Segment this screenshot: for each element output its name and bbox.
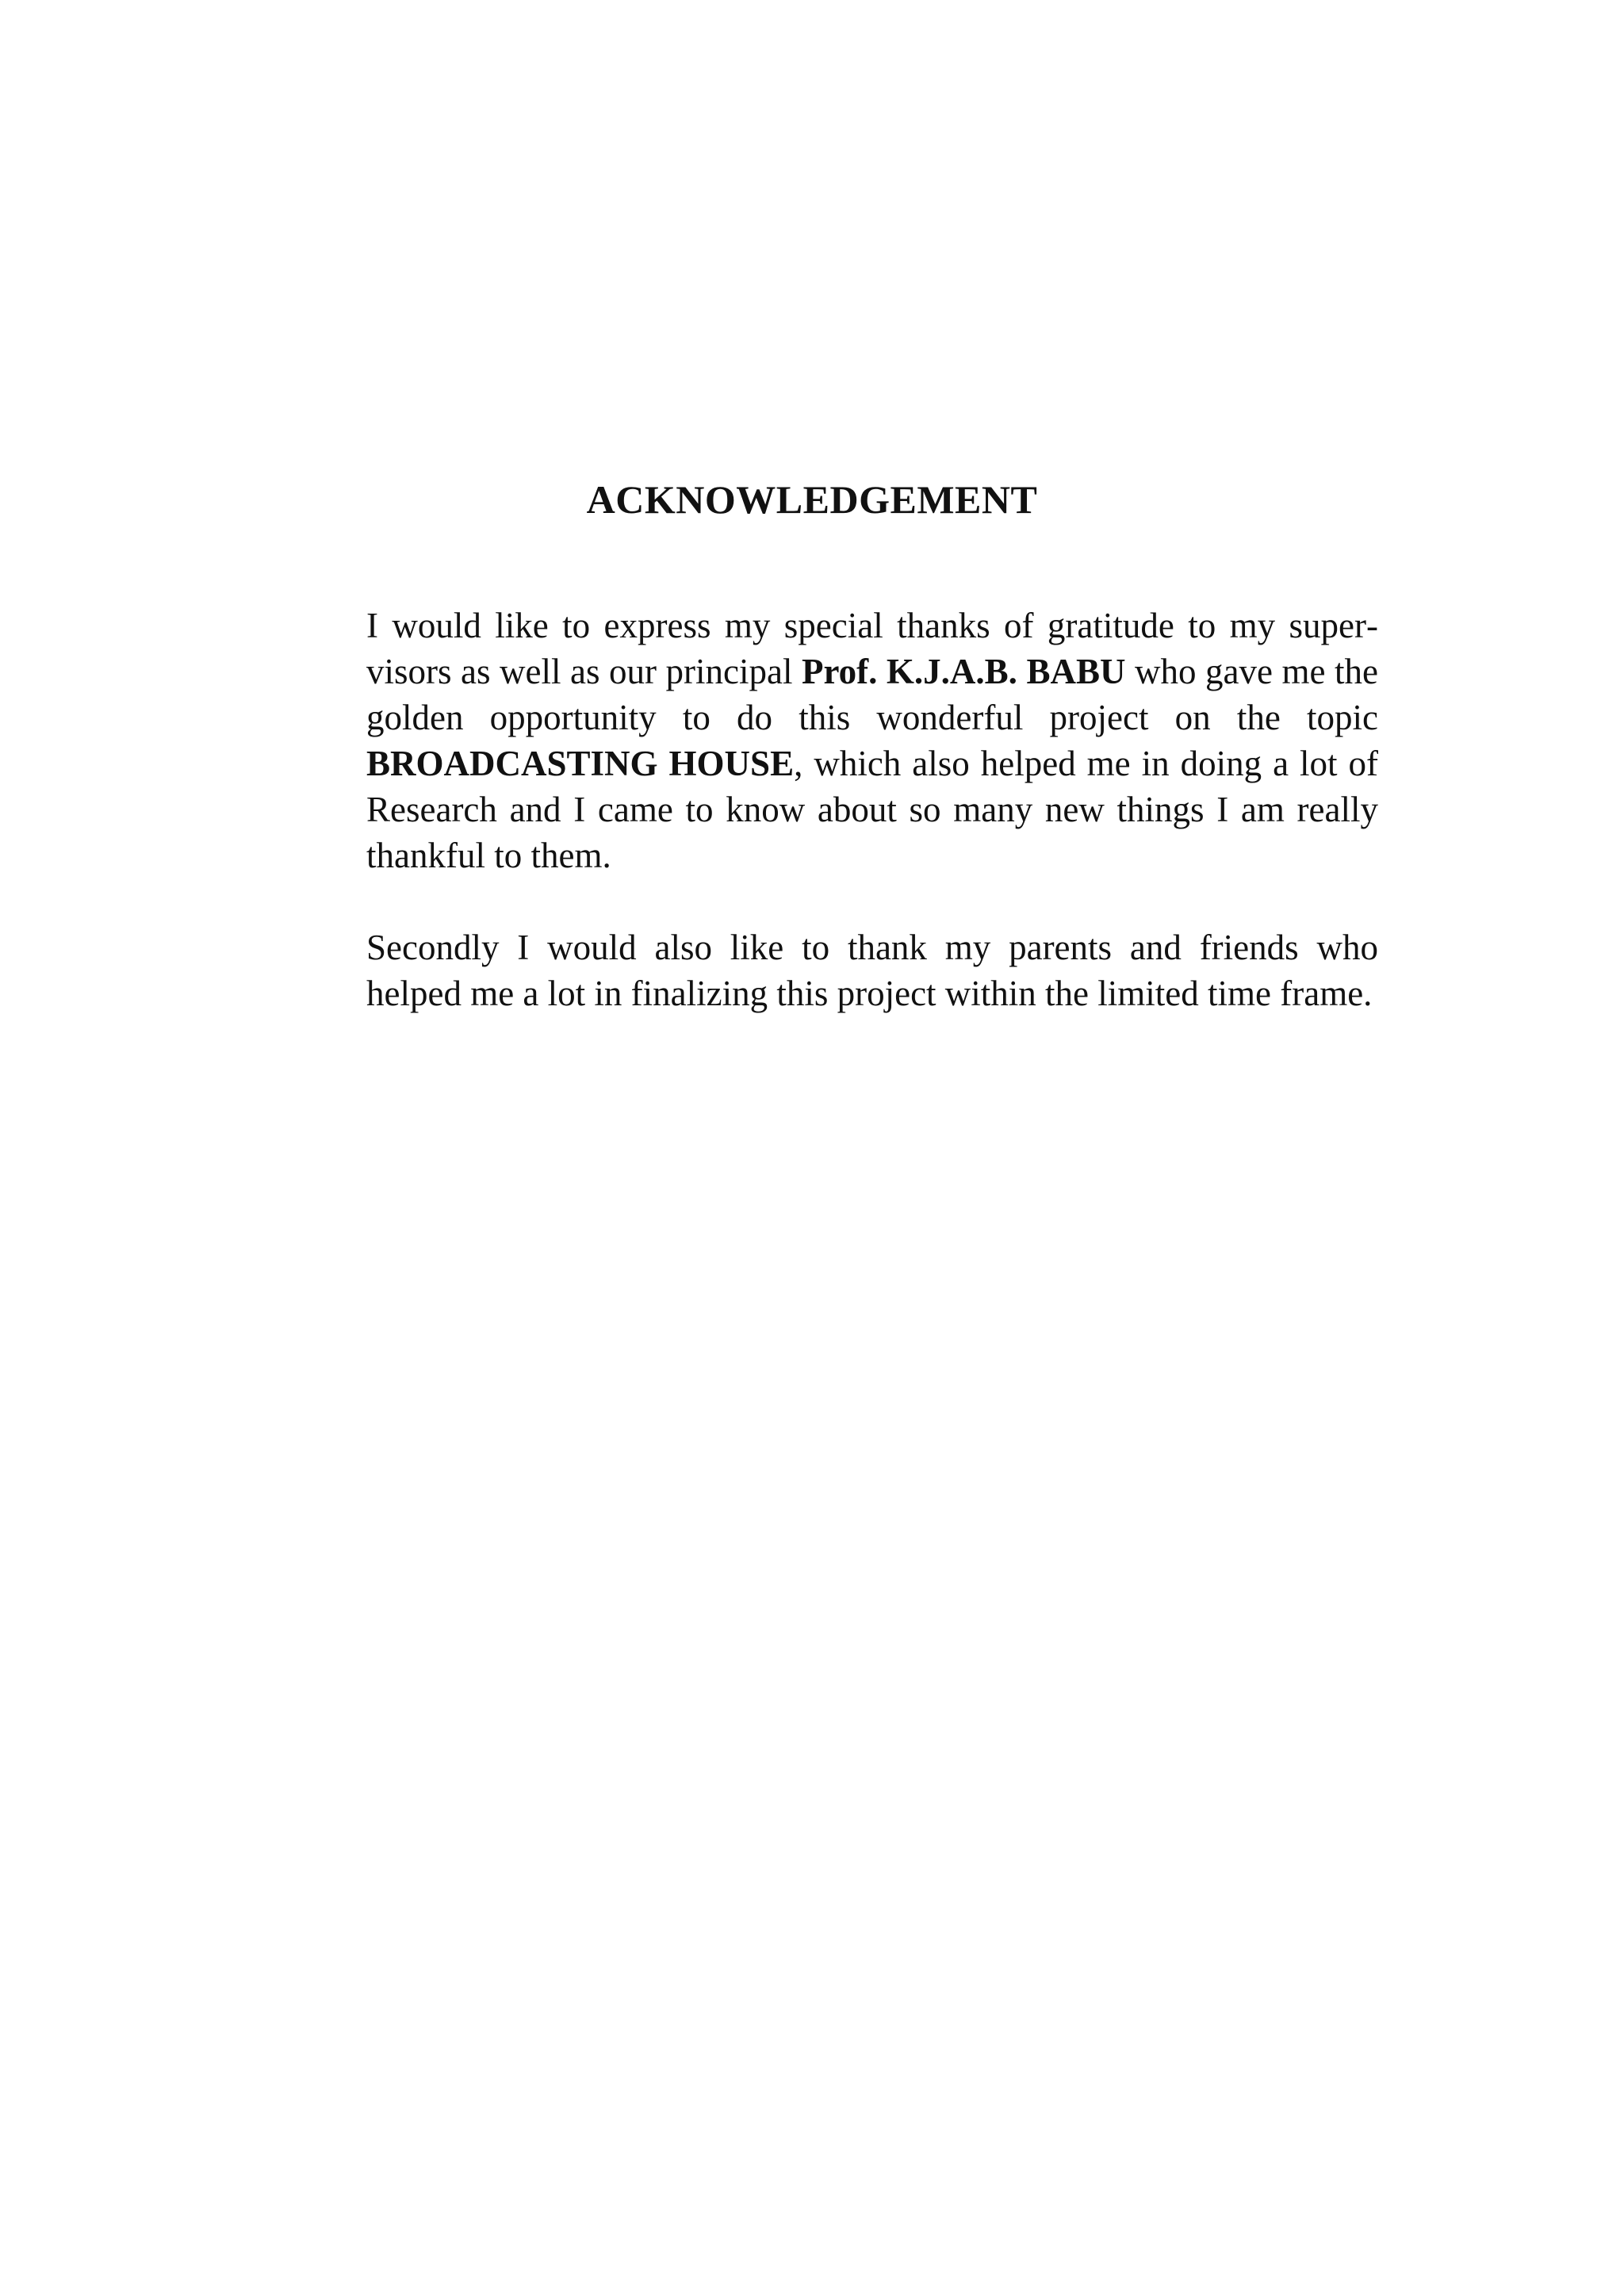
paragraph-text: , which also helped me in doing a lot of Research and I came to know about so many new things I am really thankful to them. [366, 744, 1379, 875]
paragraph-thanks-family: Secondly I would also like to thank my parents and friends who helped me a lot in finalizing this project within the limited time frame. [366, 928, 1378, 1013]
paragraph-gratitude [366, 603, 1378, 878]
paragraph-text: I would like to express my special thanks of gratitude to my supervisors as well as our principal [366, 606, 1378, 691]
body-text [366, 603, 1378, 1016]
project-topic: BROADCASTING HOUSE [366, 744, 795, 783]
paragraph-text: who gave me the golden opportunity to do this wonderful project on the topic [366, 652, 1378, 737]
page-title: ACKNOWLEDGEMENT [586, 477, 1038, 522]
principal-name: Prof. K.J.A.B. BABU [802, 652, 1126, 691]
